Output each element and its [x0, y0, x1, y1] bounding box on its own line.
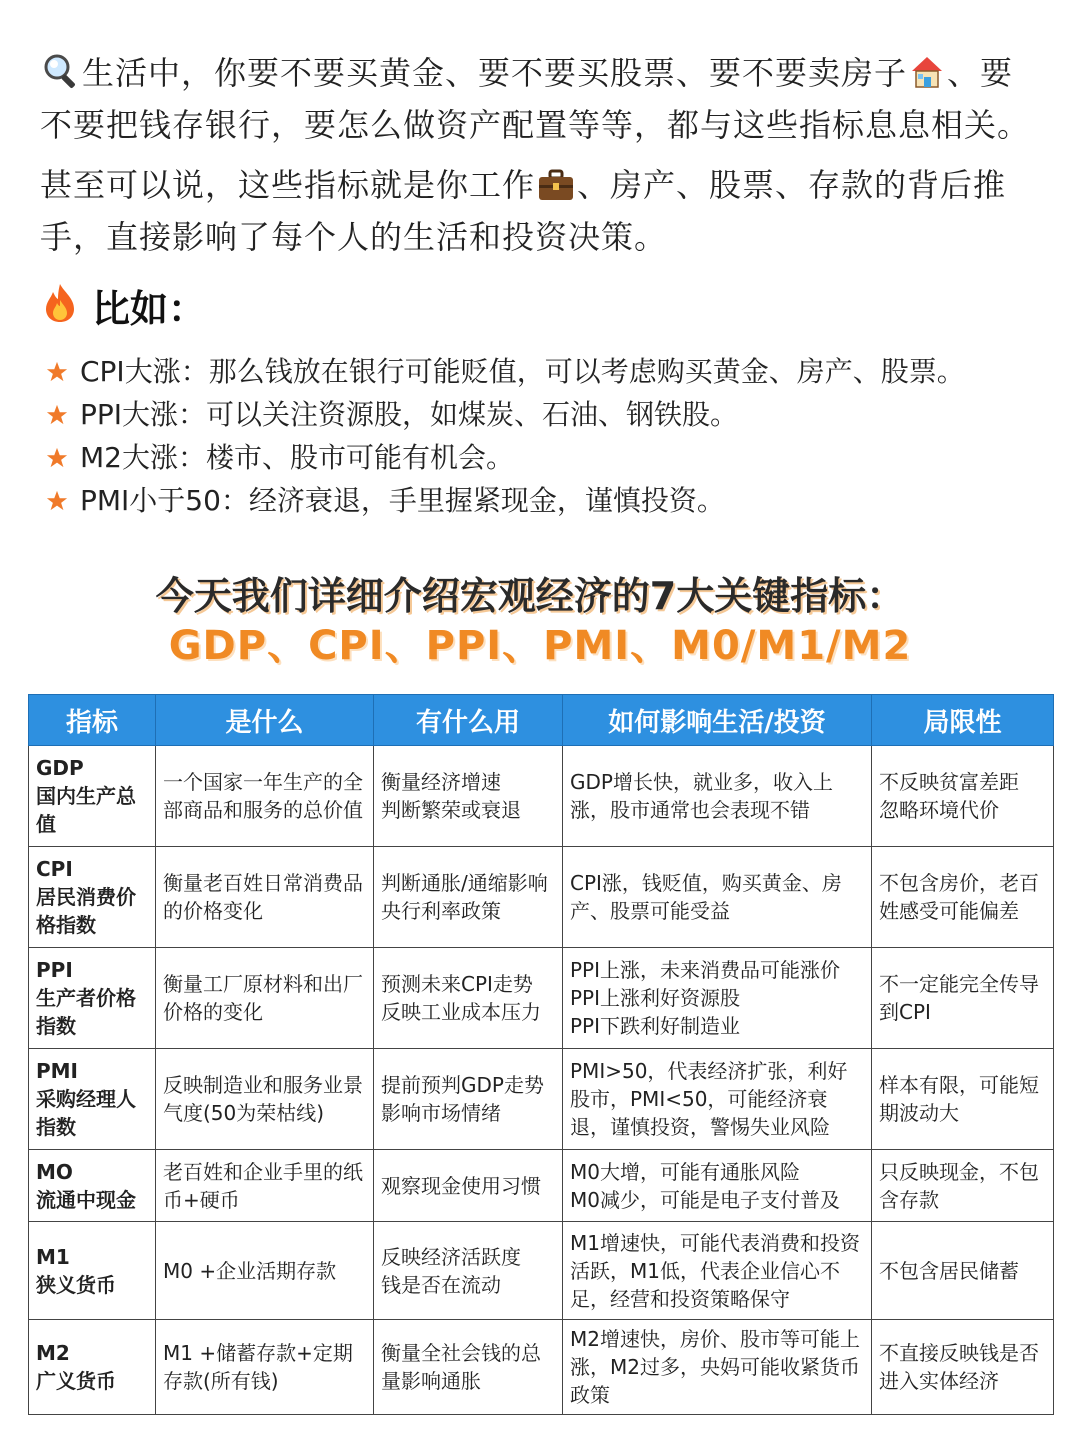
indicator-code: M2	[36, 1341, 70, 1365]
indicator-name: 狭义货币	[36, 1272, 116, 1297]
column-header: 局限性	[872, 695, 1054, 746]
indicator-cell	[29, 948, 156, 1049]
list-item	[46, 479, 1056, 522]
intro-text-1a: 生活中，你要不要买黄金、要不要买股票、要不要卖房子	[82, 54, 908, 92]
indicator-cell	[29, 1049, 156, 1150]
impact-cell: M0大增，可能有通胀风险 M0减少，可能是电子支付普及	[563, 1150, 872, 1222]
briefcase-icon	[537, 168, 575, 214]
what-cell: 反映制造业和服务业景气度(50为荣枯线)	[156, 1049, 374, 1150]
use-cell: 提前预判GDP走势影响市场情绪	[374, 1049, 563, 1150]
what-cell: 老百姓和企业手里的纸币+硬币	[156, 1150, 374, 1222]
intro-text-2a: 甚至可以说，这些指标就是你工作	[40, 166, 536, 204]
list-item-text: PPI大涨：可以关注资源股，如煤炭、石油、钢铁股。	[80, 398, 739, 431]
table-row	[29, 847, 1054, 948]
use-cell: 衡量经济增速 判断繁荣或衰退	[374, 746, 563, 847]
indicator-name: 采购经理人指数	[36, 1087, 136, 1139]
indicator-name: 国内生产总值	[36, 784, 136, 836]
what-cell: 一个国家一年生产的全部商品和服务的总价值	[156, 746, 374, 847]
table-row	[29, 948, 1054, 1049]
limit-cell: 不包含房价，老百姓感受可能偏差	[872, 847, 1054, 948]
list-item-text: CPI大涨：那么钱放在银行可能贬值，可以考虑购买黄金、房产、股票。	[80, 355, 965, 388]
example-heading-text: 比如：	[92, 287, 207, 331]
indicator-code: GDP	[36, 756, 84, 780]
indicator-code: M1	[36, 1244, 70, 1269]
limit-cell: 不一定能完全传导到CPI	[872, 948, 1054, 1049]
what-cell: 衡量老百姓日常消费品的价格变化	[156, 847, 374, 948]
limit-cell: 不直接反映钱是否进入实体经济	[872, 1320, 1054, 1415]
use-cell: 反映经济活跃度 钱是否在流动	[374, 1222, 563, 1320]
table-row	[29, 1320, 1054, 1415]
use-cell: 预测未来CPI走势 反映工业成本压力	[374, 948, 563, 1049]
what-cell: M1 +储蓄存款+定期存款(所有钱)	[156, 1320, 374, 1415]
use-cell: 衡量全社会钱的总量影响通胀	[374, 1320, 563, 1415]
impact-cell: M2增速快，房价、股市等可能上涨，M2过多，央妈可能收紧货币政策	[563, 1320, 872, 1415]
column-header: 有什么用	[374, 695, 563, 746]
fire-icon	[42, 282, 78, 336]
indicator-name: 广义货币	[36, 1369, 116, 1393]
impact-cell: CPI涨，钱贬值，购买黄金、房产、股票可能受益	[563, 847, 872, 948]
what-cell: M0 +企业活期存款	[156, 1222, 374, 1320]
star-icon	[46, 361, 68, 383]
indicator-name: 流通中现金	[36, 1187, 136, 1212]
intro-text-2b: 、房产、股票、存款的背后推手，直接影响了每个人的生活和投资决策。	[40, 166, 1007, 256]
limit-cell: 样本有限，可能短期波动大	[872, 1049, 1054, 1150]
indicator-code: PMI	[36, 1059, 79, 1083]
column-header: 是什么	[156, 695, 374, 746]
section-title: 今天我们详细介绍宏观经济的7大关键指标：	[155, 574, 905, 618]
table-row	[29, 1222, 1054, 1320]
list-item	[46, 436, 1056, 479]
magnifier-icon	[42, 52, 80, 102]
indicator-table	[28, 694, 1054, 1415]
impact-cell: GDP增长快，就业多，收入上涨，股市通常也会表现不错	[563, 746, 872, 847]
indicator-cell	[29, 1150, 156, 1222]
indicator-cell	[29, 1320, 156, 1415]
indicator-cell	[29, 1222, 156, 1320]
list-item	[46, 393, 1056, 436]
star-icon	[46, 490, 68, 512]
list-item	[46, 350, 1056, 393]
impact-cell: M1增速快，可能代表消费和投资活跃，M1低，代表企业信心不足，经营和投资策略保守	[563, 1222, 872, 1320]
list-item-text: PMI小于50：经济衰退，手里握紧现金，谨慎投资。	[80, 484, 725, 517]
indicator-name: 居民消费价格指数	[36, 885, 136, 937]
star-icon	[46, 447, 68, 469]
table-header-row	[29, 695, 1054, 746]
indicator-code: MO	[36, 1159, 73, 1184]
example-heading	[40, 282, 206, 336]
intro-paragraph-2	[40, 162, 1040, 260]
indicator-code: PPI	[36, 958, 73, 982]
star-icon	[46, 404, 68, 426]
use-cell: 观察现金使用习惯	[374, 1150, 563, 1222]
intro-text-1b: 、要不要把钱存银行，要怎么做资产配置等等，都与这些指标息息相关。	[40, 54, 1031, 144]
use-cell: 判断通胀/通缩影响央行利率政策	[374, 847, 563, 948]
indicator-cell	[29, 746, 156, 847]
table-row	[29, 1150, 1054, 1222]
indicator-name: 生产者价格指数	[36, 986, 136, 1038]
indicator-cell	[29, 847, 156, 948]
example-list	[46, 350, 1056, 522]
what-cell: 衡量工厂原材料和出厂价格的变化	[156, 948, 374, 1049]
house-icon	[909, 54, 945, 102]
table-row	[29, 746, 1054, 847]
intro-paragraph-1	[40, 50, 1040, 148]
list-item-text: M2大涨：楼市、股市可能有机会。	[80, 441, 514, 474]
table-row	[29, 1049, 1054, 1150]
column-header: 指标	[29, 695, 156, 746]
impact-cell: PPI上涨，未来消费品可能涨价 PPI上涨利好资源股 PPI下跌利好制造业	[563, 948, 872, 1049]
limit-cell: 只反映现金，不包含存款	[872, 1150, 1054, 1222]
column-header: 如何影响生活/投资	[563, 695, 872, 746]
section-subtitle: GDP、CPI、PPI、PMI、M0/M1/M2	[168, 623, 912, 669]
impact-cell: PMI>50，代表经济扩张，利好股市，PMI<50，可能经济衰退，谨慎投资，警惕失业风险	[563, 1049, 872, 1150]
indicator-code: CPI	[36, 857, 73, 881]
limit-cell: 不包含居民储蓄	[872, 1222, 1054, 1320]
limit-cell: 不反映贫富差距 忽略环境代价	[872, 746, 1054, 847]
